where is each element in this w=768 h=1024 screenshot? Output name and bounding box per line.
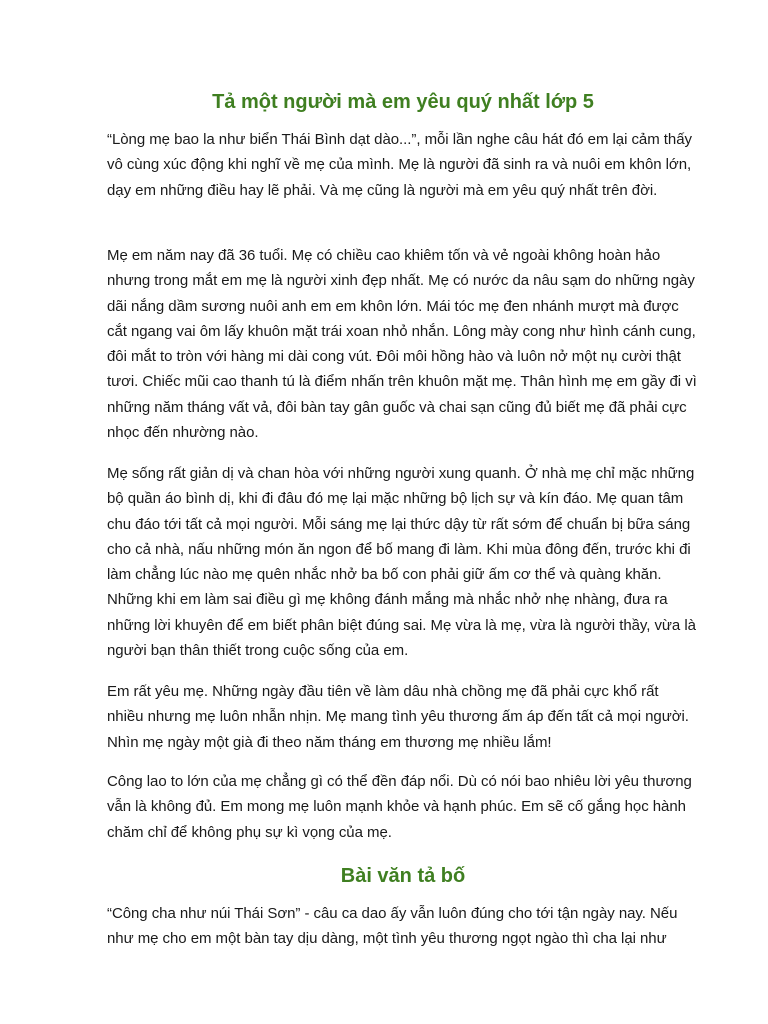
paragraph-love: Em rất yêu mẹ. Những ngày đầu tiên về làm dâu nhà chồng mẹ đã phải cực khổ rất nhiều nhưng mẹ luôn nhẫn nhịn. Mẹ mang tình yêu thương ấm áp đến tất cả mọi người. Nhìn mẹ ngày một già đi theo năm tháng em thương mẹ nhiều lắm! (107, 683, 689, 751)
paragraph-conclusion: Công lao to lớn của mẹ chẳng gì có thể đền đáp nổi. Dù có nói bao nhiêu lời yêu thương vẫn là không đủ. Em mong mẹ luôn mạnh khỏe và hạnh phúc. Em sẽ cố gắng học hành chăm chỉ để không phụ sự kì vọng của mẹ. (107, 773, 692, 841)
paragraph-appearance: Mẹ em năm nay đã 36 tuổi. Mẹ có chiều cao khiêm tốn và vẻ ngoài không hoàn hảo nhưng trong mắt em mẹ là người xinh đẹp nhất. Mẹ có nước da nâu sạm do những ngày dãi nắng dầm sương nuôi anh em em khôn lớn. Mái tóc mẹ đen nhánh mượt mà được cắt ngang vai ôm lấy khuôn mặt trái xoan nhỏ nhắn. Lông mày cong như hình cánh cung, đôi mắt to tròn với hàng mi dài cong vút. Đôi môi hồng hào và luôn nở một nụ cười thật tươi. Chiếc mũi cao thanh tú là điểm nhấn trên khuôn mặt mẹ. Thân hình mẹ em gầy đi vì những năm tháng vất vả, đôi bàn tay gân guốc và chai sạn cũng đủ biết mẹ đã phải cực nhọc đến nhường nào. (107, 247, 697, 442)
section-title-father: Bài văn tả bố (340, 865, 466, 887)
article-title: Tả một người mà em yêu quý nhất lớp 5 (212, 91, 594, 113)
paragraph-personality: Mẹ sống rất giản dị và chan hòa với những người xung quanh. Ở nhà mẹ chỉ mặc những bộ quần áo bình dị, khi đi đâu đó mẹ lại mặc những bộ lịch sự và kín đáo. Mẹ quan tâm chu đáo tới tất cả mọi người. Mỗi sáng mẹ lại thức dậy từ rất sớm để chuẩn bị bữa sáng cho cả nhà, nấu những món ăn ngon để bố mang đi làm. Khi mùa đông đến, trước khi đi làm chẳng lúc nào mẹ quên nhắc nhở ba bố con phải giữ ấm cơ thể và quàng khăn. Những khi em làm sai điều gì mẹ không đánh mắng mà nhắc nhở nhẹ nhàng, đưa ra những lời khuyên để em biết phân biệt đúng sai. Mẹ vừa là mẹ, vừa là người thầy, vừa là người bạn thân thiết trong cuộc sống của em. (107, 465, 696, 660)
paragraph-father-intro: “Công cha như núi Thái Sơn” - câu ca dao ấy vẫn luôn đúng cho tới tận ngày nay. Nếu như mẹ cho em một bàn tay dịu dàng, một tình yêu thương ngọt ngào thì cha lại như (107, 905, 678, 948)
paragraph-intro: “Lòng mẹ bao la như biển Thái Bình dạt dào...”, mỗi lần nghe câu hát đó em lại cảm thấy vô cùng xúc động khi nghĩ về mẹ của mình. Mẹ là người đã sinh ra và nuôi em khôn lớn, dạy em những điều hay lẽ phải. Và mẹ cũng là người mà em yêu quý nhất trên đời. (107, 131, 692, 199)
